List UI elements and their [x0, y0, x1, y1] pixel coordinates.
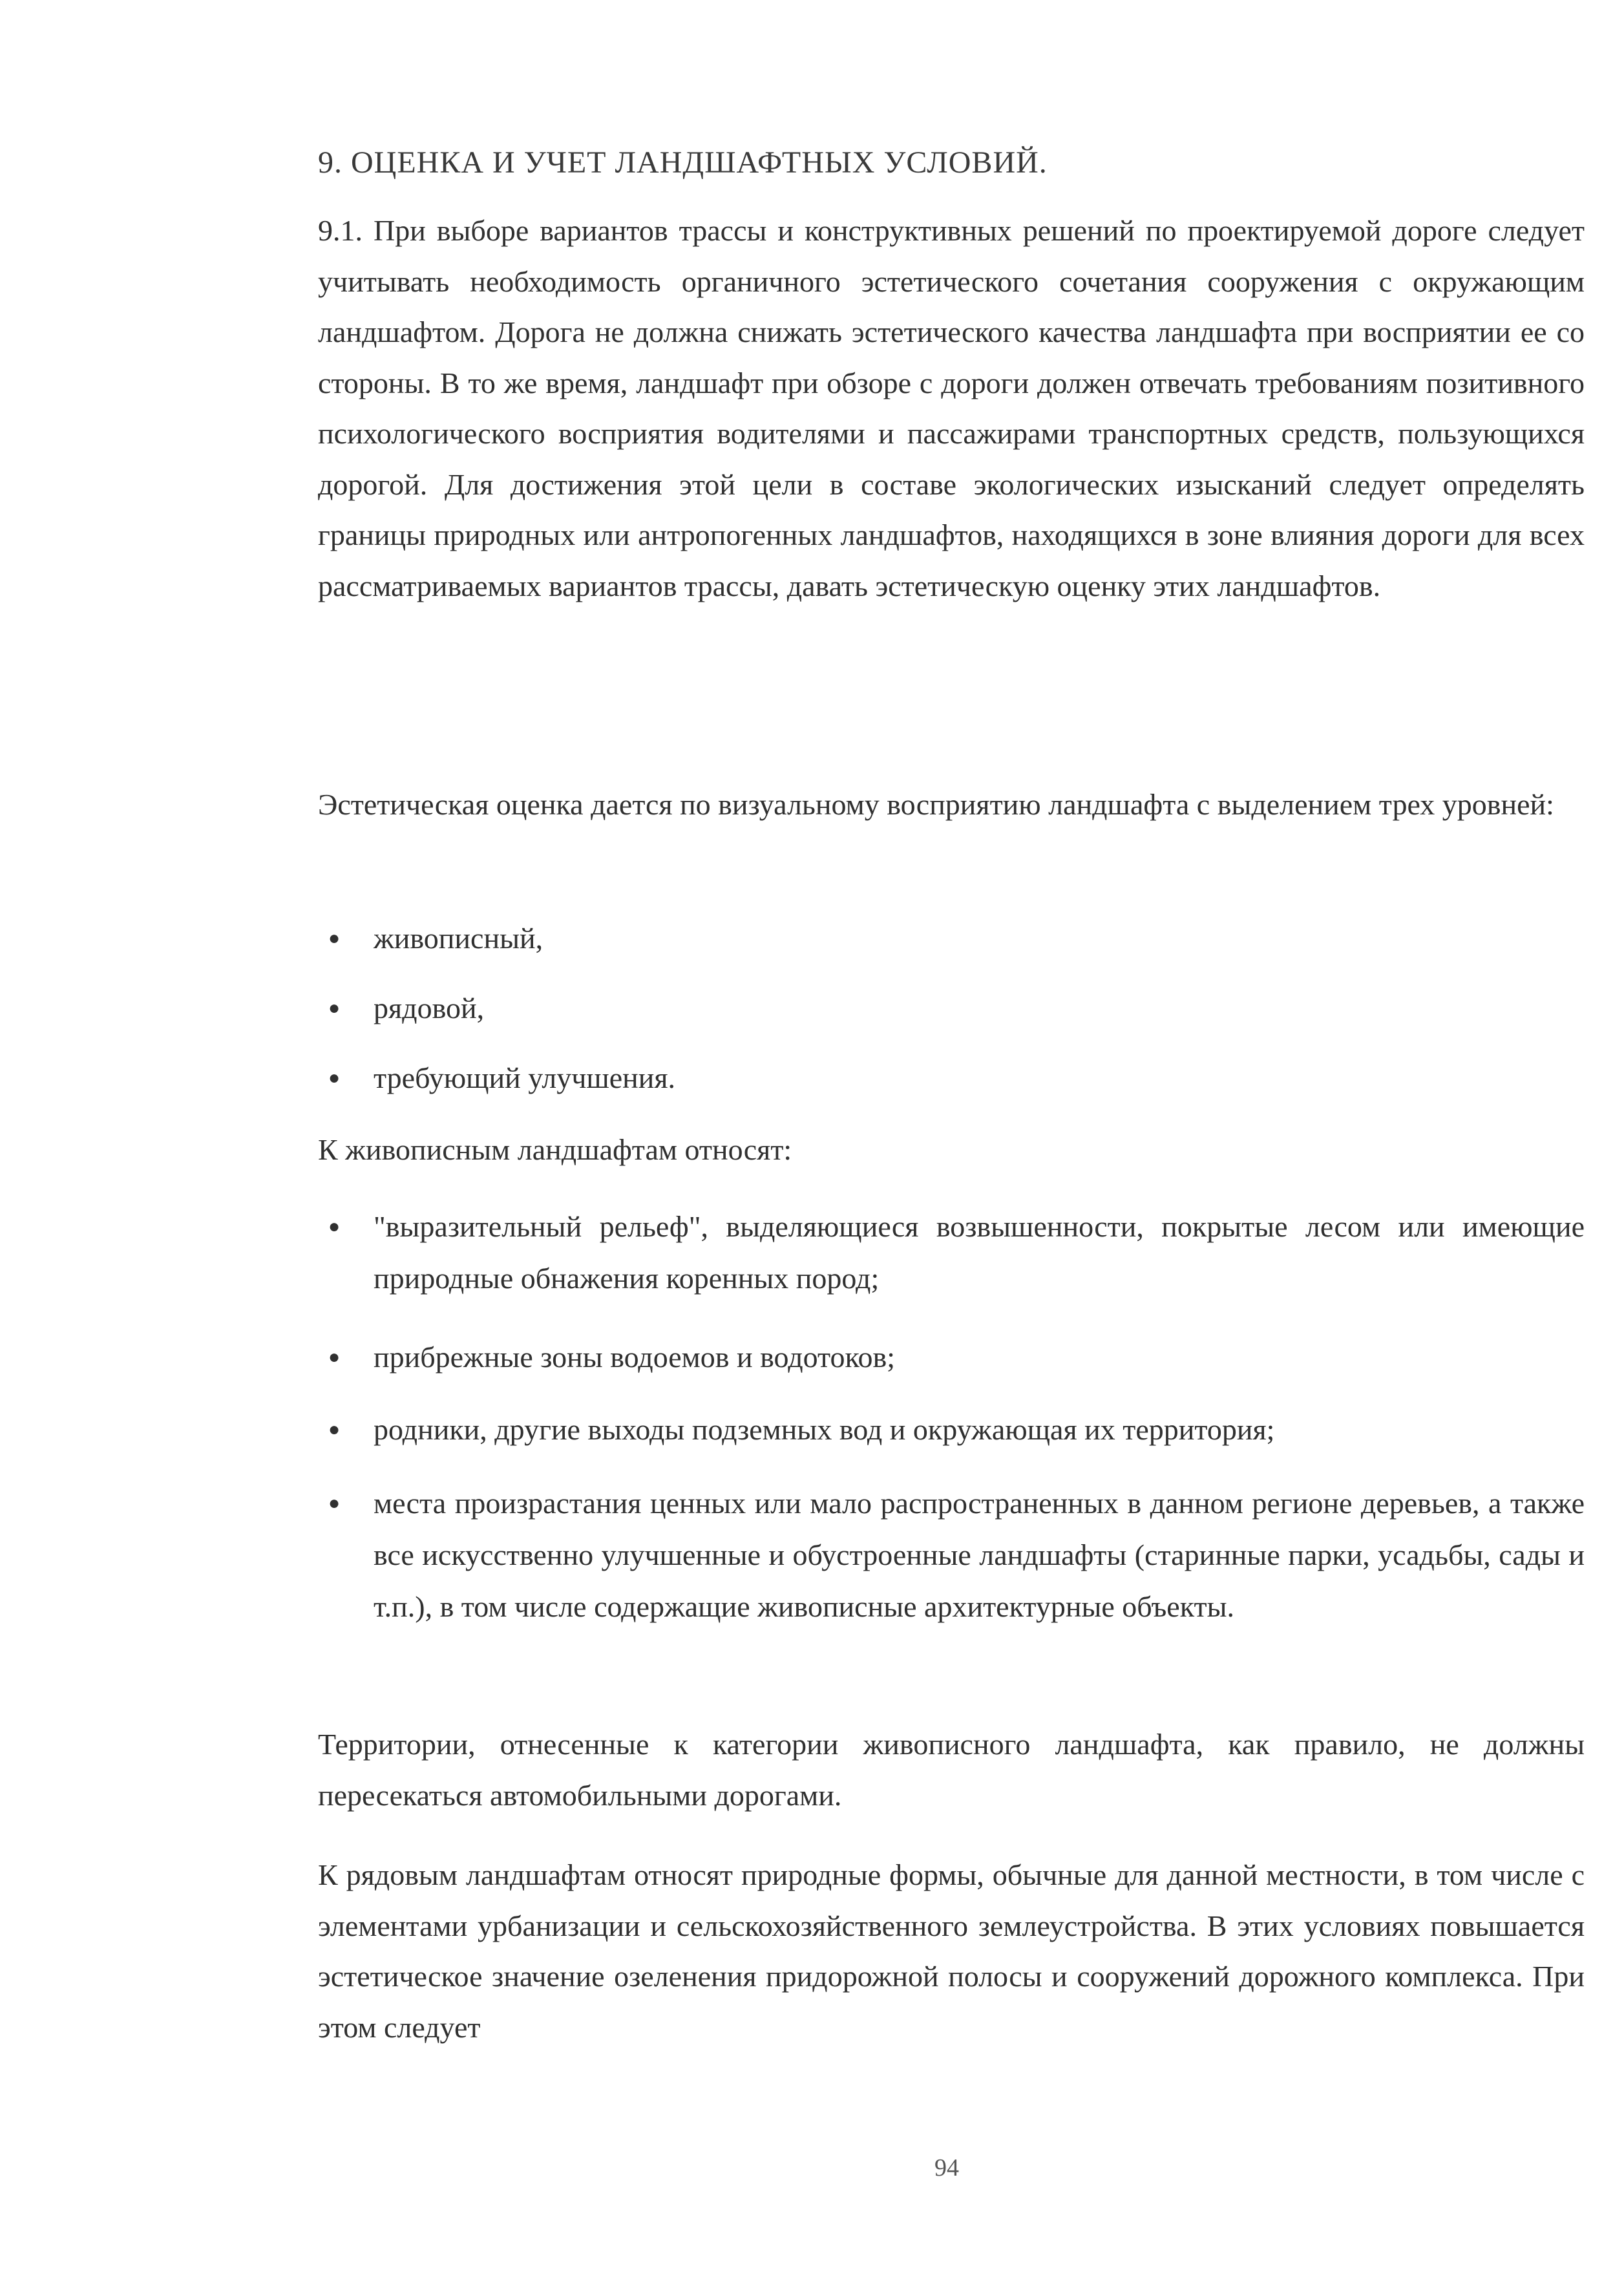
bullet-icon: ● — [328, 1346, 341, 1368]
bullet-icon: ● — [328, 928, 341, 949]
paragraph-9-1: 9.1. При выборе вариантов трассы и конструктивных решений по проектируемой дороге следует учитывать необходимость органичного эстетического сочетания сооружения с окружающим ландшафтом. Дорога не должна снижать эстетического качества ландшафта при восприятии ее со стороны. В то же время, ландшафт при обзоре с дороги должен отвечать требованиям позитивного психологического восприятия водителями и пассажирами транспортных средств, пользующихся дорогой. Для достижения этой цели в составе экологических изысканий следует определять границы природных или антропогенных ландшафтов, находящихся в зоне влияния дороги для всех рассматриваемых вариантов трассы, давать эстетическую оценку этих ландшафтов. — [318, 214, 1585, 602]
list-item-level-1: ● живописный, — [318, 913, 1585, 964]
bullet-icon: ● — [328, 997, 341, 1019]
list-item-picturesque-3: ● родники, другие выходы подземных вод и окружающая их территория; — [318, 1404, 1585, 1456]
paragraph-ordinary-landscapes: К рядовым ландшафтам относят природные формы, обычные для данной местности, в том числе с элементами урбанизации и сельскохозяйственного землеустройства. В этих условиях повышается эстетическое значение озеленения придорожной полосы и сооружений дорожного комплекса. При этом следует — [318, 1858, 1585, 2044]
list-item-picturesque-4: ● места произрастания ценных или мало распространенных в данном регионе деревьев, а также все искусственно улучшенные и обустроенные ландшафты (старинные парки, усадьбы, сады и т.п.), в том числе содержащие живописные архитектурные объекты. — [318, 1478, 1585, 1633]
list-item-picturesque-1: ● "выразительный рельеф", выделяющиеся возвышенности, покрытые лесом или имеющие природные обнажения коренных пород; — [318, 1201, 1585, 1304]
list-item-level-2: ● рядовой, — [318, 982, 1585, 1034]
paragraph-picturesque-intro: К живописным ландшафтам относят: — [318, 1133, 792, 1166]
bullet-icon: ● — [328, 1067, 341, 1088]
list-item-level-3: ● требующий улучшения. — [318, 1052, 1585, 1104]
paragraph-aesthetic-assessment: Эстетическая оценка дается по визуальному восприятию ландшафта с выделением трех уровней: — [318, 788, 1554, 821]
bullet-icon: ● — [328, 1492, 341, 1514]
section-heading: 9. ОЦЕНКА И УЧЕТ ЛАНДШАФТНЫХ УСЛОВИЙ. — [318, 145, 1048, 180]
paragraph-territories: Территории, отнесенные к категории живописного ландшафта, как правило, не должны пересекаться автомобильными дорогами. — [318, 1728, 1585, 1812]
bullet-icon: ● — [328, 1216, 341, 1237]
list-item-picturesque-2: ● прибрежные зоны водоемов и водотоков; — [318, 1331, 1585, 1383]
bullet-icon: ● — [328, 1419, 341, 1440]
page-number: 94 — [934, 2154, 959, 2181]
